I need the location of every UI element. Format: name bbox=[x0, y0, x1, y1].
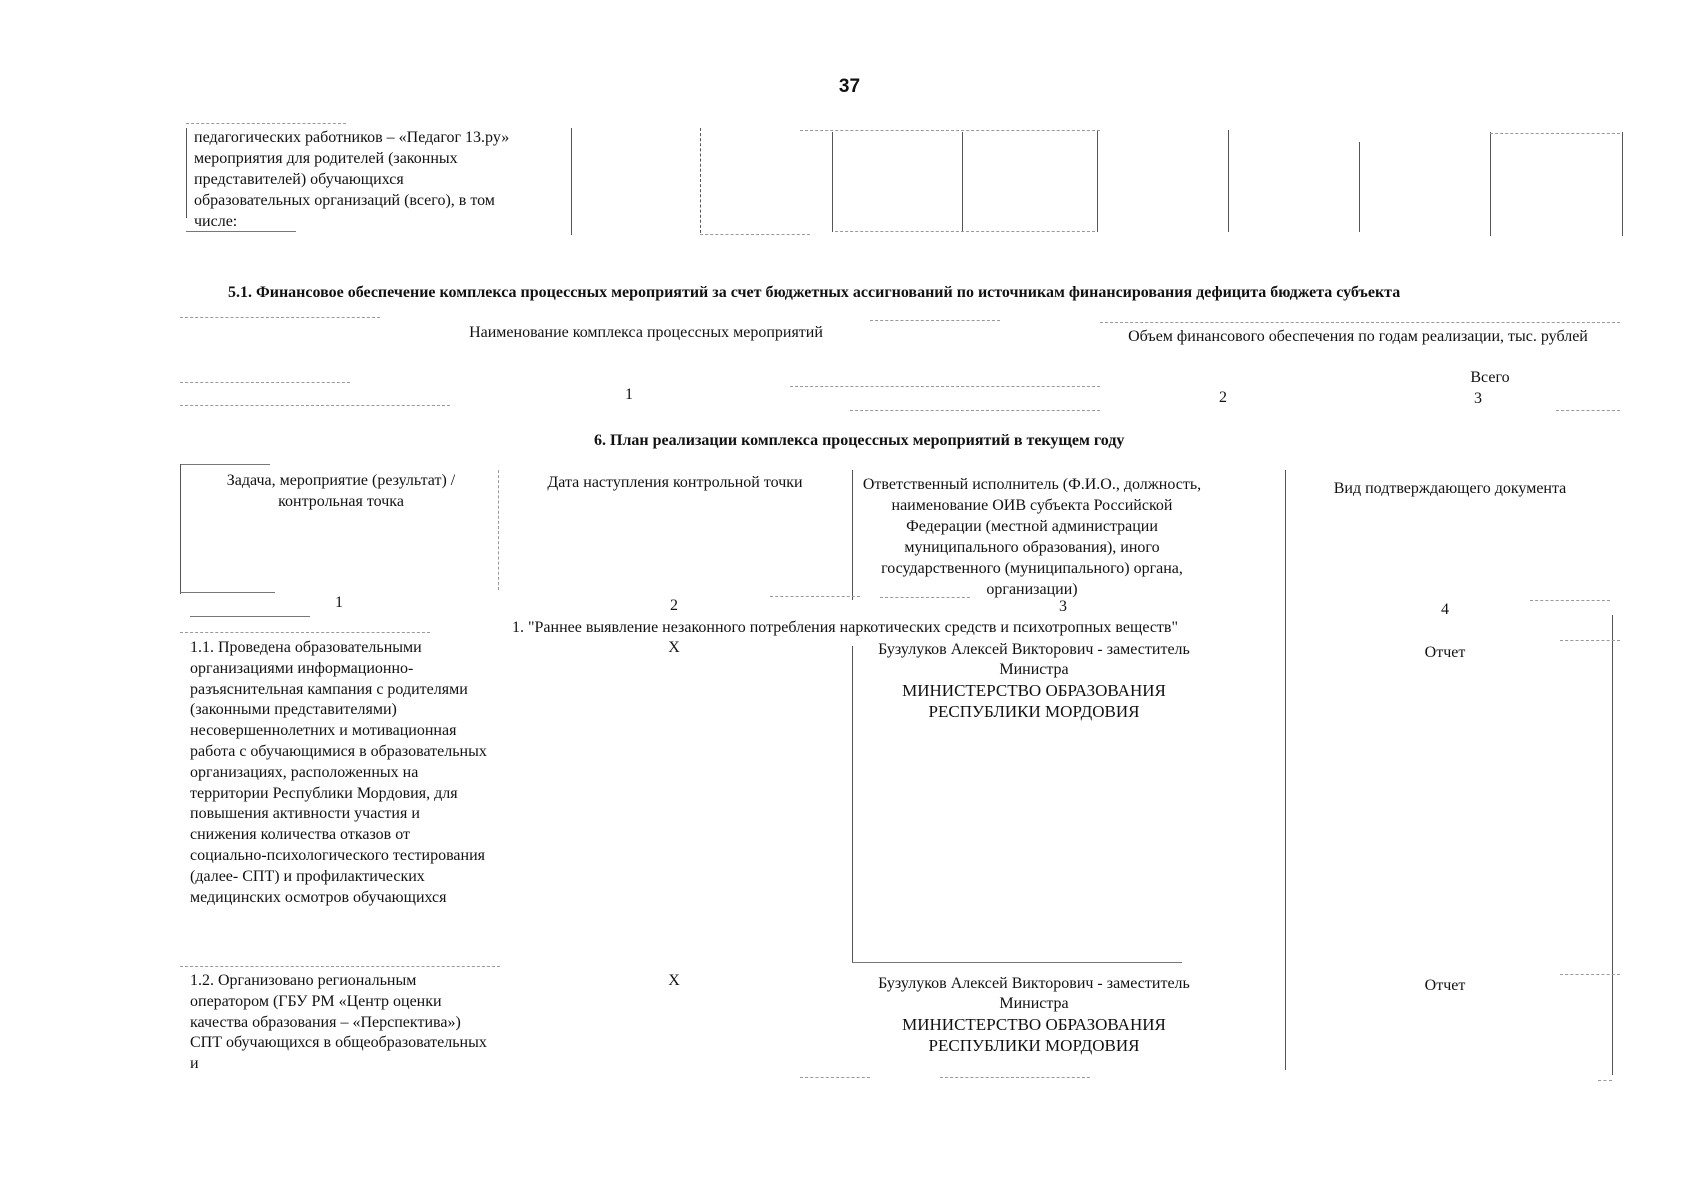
table-border bbox=[180, 632, 430, 633]
table-border bbox=[850, 410, 1100, 411]
table-border bbox=[800, 130, 1100, 131]
table-border bbox=[1556, 410, 1620, 411]
column-header-name: Наименование комплекса процессных мероприятий bbox=[469, 324, 823, 341]
table-border bbox=[790, 386, 1100, 387]
table-border bbox=[870, 320, 1000, 321]
table-border bbox=[180, 966, 500, 967]
responsible-person: Бузулуков Алексей Викторович - заместитель Министра bbox=[878, 641, 1190, 678]
table-border bbox=[832, 132, 833, 232]
table-border bbox=[1560, 974, 1620, 975]
table-border bbox=[1285, 470, 1286, 1070]
section-6-title: 6. План реализации комплекса процессных мероприятий в текущем году bbox=[594, 432, 1125, 449]
table-border bbox=[800, 1077, 870, 1078]
table-border bbox=[1612, 615, 1613, 1075]
table-border bbox=[180, 382, 350, 383]
table-border bbox=[1530, 600, 1610, 601]
responsible-ministry: МИНИСТЕРСТВО ОБРАЗОВАНИЯ РЕСПУБЛИКИ МОРДОВИЯ bbox=[902, 1015, 1166, 1055]
table-border bbox=[180, 464, 270, 465]
column-header-responsible: Ответственный исполнитель (Ф.И.О., должность, наименование ОИВ субъекта Российской Федерации (местной администрации муниципального образования), иного государственного (муниципального) органа, организации) bbox=[862, 476, 1202, 598]
table-border bbox=[180, 317, 380, 318]
date-cell: X bbox=[668, 972, 680, 989]
column-header-date: Дата наступления контрольной точки bbox=[547, 474, 803, 491]
table-border bbox=[180, 592, 275, 593]
table-border bbox=[700, 128, 701, 233]
continuation-cell bbox=[194, 127, 574, 232]
document-cell: Отчет bbox=[1424, 644, 1466, 661]
table-border bbox=[1228, 130, 1229, 232]
column-header-document: Вид подтверждающего документа bbox=[1333, 480, 1567, 497]
table-border bbox=[1097, 130, 1098, 232]
document-cell: Отчет bbox=[1424, 977, 1466, 994]
responsible-cell bbox=[854, 974, 1214, 1056]
column-number: 4 bbox=[1441, 601, 1449, 618]
group-title: 1. "Раннее выявление незаконного потребления наркотических средств и психотропных веществ" bbox=[512, 619, 1178, 636]
responsible-person: Бузулуков Алексей Викторович - заместитель Министра bbox=[878, 975, 1190, 1012]
table-border bbox=[190, 616, 310, 617]
table-border bbox=[770, 596, 860, 597]
column-header-task: Задача, мероприятие (результат) / контрольная точка bbox=[226, 472, 456, 510]
continuation-line: педагогических работников – «Педагог 13.ру» bbox=[194, 129, 510, 146]
table-border bbox=[498, 470, 499, 590]
column-number: 3 bbox=[1059, 598, 1067, 615]
column-number: 2 bbox=[670, 597, 678, 614]
table-border bbox=[852, 470, 853, 600]
table-border bbox=[1490, 132, 1491, 236]
column-number: 1 bbox=[625, 386, 633, 403]
table-border bbox=[940, 1077, 1090, 1078]
table-border bbox=[835, 231, 1095, 232]
column-header-volume: Объем финансового обеспечения по годам реализации, тыс. рублей bbox=[1128, 328, 1588, 345]
responsible-cell bbox=[854, 640, 1214, 722]
table-border bbox=[186, 128, 187, 218]
section-5-1-title: 5.1. Финансовое обеспечение комплекса процессных мероприятий за счет бюджетных ассигнований по источникам финансирования дефицита бюджета субъекта bbox=[228, 284, 1401, 301]
column-number: 2 bbox=[1219, 389, 1227, 406]
table-border bbox=[180, 405, 450, 406]
table-border bbox=[1598, 1080, 1612, 1081]
table-border bbox=[1560, 640, 1620, 641]
task-cell: 1.2. Организовано региональным оператором (ГБУ РМ «Центр оценки качества образования – «Перспектива») СПТ обучающихся в общеобразовательных и bbox=[190, 972, 487, 1073]
responsible-ministry: МИНИСТЕРСТВО ОБРАЗОВАНИЯ РЕСПУБЛИКИ МОРДОВИЯ bbox=[902, 681, 1166, 721]
continuation-line: представителей) обучающихся bbox=[194, 171, 404, 188]
continuation-line: числе: bbox=[194, 213, 238, 230]
continuation-line: образовательных организаций (всего), в том bbox=[194, 192, 495, 209]
page-number: 37 bbox=[838, 76, 861, 97]
table-border bbox=[700, 234, 810, 235]
table-border bbox=[180, 464, 181, 594]
task-cell: 1.1. Проведена образовательными организациями информационно-разъяснительная кампания с родителями (законными представителями) несовершеннолетних и мотивационная работа с обучающимися в образовательных организациях, расположенных на территории Республики Мордовия, для повышения активности участия и снижения количества отказов от социально-психологического тестирования (далее- СПТ) и профилактических медицинских осмотров обучающихся bbox=[190, 639, 487, 906]
table-border bbox=[852, 962, 1182, 963]
table-border bbox=[1359, 142, 1360, 232]
table-border bbox=[962, 132, 963, 232]
table-border bbox=[852, 646, 853, 962]
column-header-total: Всего bbox=[1470, 369, 1510, 386]
date-cell: X bbox=[668, 639, 680, 656]
table-border bbox=[1100, 322, 1620, 323]
continuation-line: мероприятия для родителей (законных bbox=[194, 150, 458, 167]
column-number: 1 bbox=[335, 594, 343, 611]
table-border bbox=[1490, 133, 1620, 134]
table-border bbox=[186, 123, 346, 124]
column-number: 3 bbox=[1474, 390, 1482, 407]
table-border bbox=[1622, 132, 1623, 236]
